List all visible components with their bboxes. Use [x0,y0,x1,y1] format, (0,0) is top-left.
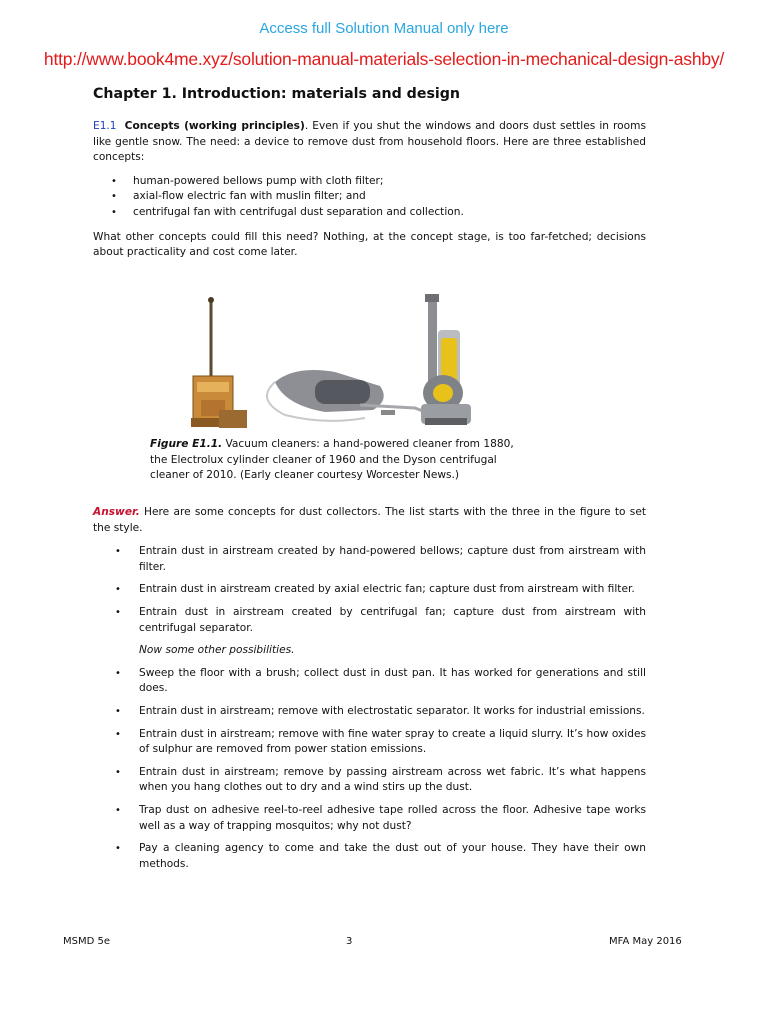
bellows-cleaner-illustration [191,297,247,428]
dyson-cleaner-illustration [421,294,471,425]
exercise-intro-text: . Even if you shut the windows and doors dust settles in rooms like gentle snow. The need: a device to remove dust from household floors. Here are three established concepts: [93,120,646,164]
figure-caption-text: Vacuum cleaners: a hand-powered cleaner from 1880, the Electrolux cylinder cleaner of 1960 and the Dyson centrifugal cleaner of 2010. (Early cleaner courtesy Worcester News.) [150,438,514,482]
list-item: • Entrain dust in airstream created by axial electric fan; capture dust from airstream with filter. [93,582,646,598]
other-list [93,666,646,873]
list-item: • Pay a cleaning agency to come and take the dust out of your house. They have their own methods. [93,841,646,872]
chapter-title: Chapter 1. Introduction: materials and design [93,86,461,102]
list-item: • Trap dust on adhesive reel-to-reel adhesive tape rolled across the floor. Adhesive tape works well as a way of trapping mosquitos; why not dust? [93,803,646,834]
footer-left: MSMD 5e [63,936,110,947]
figure-label: Figure E1.1. [150,438,223,450]
answer-intro [93,505,646,536]
list-item: • Sweep the floor with a brush; collect dust in dust pan. It has worked for generations and still does. [93,666,646,697]
figure-caption [150,437,530,484]
exercise-intro [93,119,646,166]
exercise-question: What other concepts could fill this need? Nothing, at the concept stage, is too far-fetched; decisions about practicality and cost come later. [93,230,646,259]
list-item: • Entrain dust in airstream; remove with fine water spray to create a liquid slurry. It’s how oxides of sulphur are removed from power station emissions. [93,727,646,758]
exercise-id: E1.1 [93,120,117,132]
page-number: 3 [346,936,353,947]
exercise-block [93,119,646,261]
solution-url-link[interactable]: http://www.book4me.xyz/solution-manual-materials-selection-in-mechanical-design-ashby/ [43,49,725,69]
answer-block [93,505,646,879]
other-possibilities-label: Now some other possibilities. [139,644,295,657]
footer-right: MFA May 2016 [609,936,682,947]
list-item: • Entrain dust in airstream; remove by passing airstream across wet fabric. It’s what happens when you hang clothes out to dry and a wind stirs up the dust. [93,765,646,796]
list-item: • Entrain dust in airstream created by hand-powered bellows; capture dust from airstream with filter. [93,544,646,575]
access-solution-link[interactable]: Access full Solution Manual only here [259,20,509,37]
answer-label: Answer. [93,506,140,518]
list-item: • Entrain dust in airstream created by centrifugal fan; capture dust from airstream with centrifugal separator. [93,605,646,636]
list-item: • human-powered bellows pump with cloth filter; [109,174,646,190]
list-item: • Entrain dust in airstream; remove with electrostatic separator. It works for industrial emissions. [93,704,646,720]
figure-image [185,290,495,435]
answer-list [93,544,646,636]
cylinder-cleaner-illustration [267,370,433,421]
concept-list [109,174,646,221]
exercise-heading: Concepts (working principles) [124,120,305,132]
list-item: • centrifugal fan with centrifugal dust separation and collection. [109,205,646,221]
answer-intro-text: Here are some concepts for dust collectors. The list starts with the three in the figure to set the style. [93,506,646,534]
list-item: • axial-flow electric fan with muslin filter; and [109,189,646,205]
